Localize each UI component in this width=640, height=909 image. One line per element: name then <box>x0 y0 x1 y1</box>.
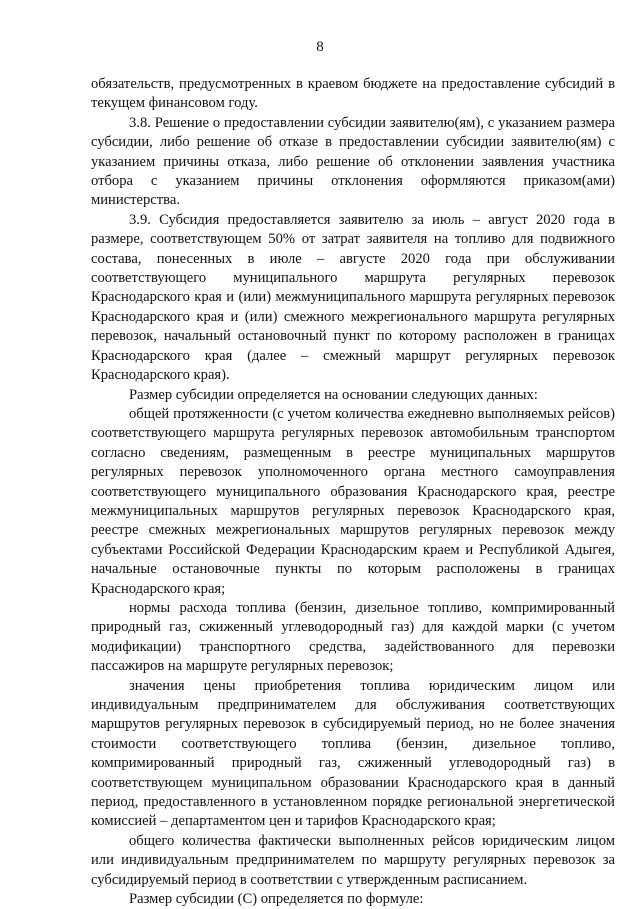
paragraph-fuel-price: значения цены приобретения топлива юридическим лицом или индивидуальным предпринимателем для обслуживания соответствующих маршрутов регулярных перевозок в субсидируемый период, но не более значения стоимости соответствующего топлива (бензин, дизельное топливо, компримированный природный газ, сжиженный углеводородный газ) в соответствующем муниципальном образовании Краснодарского края в данный период, предоставленного в установленном порядке региональной энергетической комиссией – департаментом цен и тарифов Краснодарского края; <box>91 677 615 830</box>
paragraph-trip-count: общего количества фактически выполненных рейсов юридическим лицом или индивидуальным предпринимателем по маршруту регулярных перевозок за субсидируемый период в соответствии с утвержденным расписанием. <box>91 832 615 888</box>
paragraph-fuel-norms: нормы расхода топлива (бензин, дизельное топливо, компримированный природный газ, сжиженный углеводородный газ) для каждой марки (с учетом модификации) транспортного средства, задействованного для перевозки пассажиров на маршруте регулярных перевозок; <box>91 599 615 675</box>
document-body <box>91 75 615 909</box>
page-number: 8 <box>316 39 324 55</box>
paragraph-formula-intro: Размер субсидии (С) определяется по формуле: <box>129 891 424 908</box>
paragraph-continuation: обязательств, предусмотренных в краевом бюджете на предоставление субсидий в текущем финансовом году. <box>91 76 615 112</box>
paragraph-3-8: 3.8. Решение о предоставлении субсидии заявителю(ям), с указанием размера субсидии, либо решение об отказе в предоставлении субсидии заявителю(ям) с указанием причины отказа, либо решение об отклонении заявления участника отбора с указанием причины отклонения оформляются приказом(ами) министерства. <box>91 114 615 209</box>
paragraph-3-9: 3.9. Субсидия предоставляется заявителю за июль – август 2020 года в размере, соответствующем 50% от затрат заявителя на топливо для подвижного состава, понесенных в июле – августе 2020 года при обслуживании соответствующего муниципального маршрута регулярных перевозок Краснодарского края и (или) межмуниципального маршрута регулярных перевозок Краснодарского края и (или) смежного межрегионального маршрута регулярных перевозок, начальный остановочный пункт по которому расположен в границах Краснодарского края (далее – смежный маршрут регулярных перевозок Краснодарского края). <box>91 211 615 384</box>
paragraph-route-length: общей протяженности (с учетом количества ежедневно выполняемых рейсов) соответствующего маршрута регулярных перевозок автомобильным транспортом согласно сведениям, размещенным в реестре муниципальных маршрутов регулярных перевозок уполномоченного органа местного самоуправления соответствующего муниципального образования Краснодарского края, реестре межмуниципальных маршрутов регулярных перевозок Краснодарского края, реестре смежных межрегиональных маршрутов регулярных перевозок между субъектами Российской Федерации Краснодарским краем и Республикой Адыгея, начальные остановочные пункты по которым расположены в границах Краснодарского края; <box>91 405 615 597</box>
paragraph-subsidy-basis: Размер субсидии определяется на основании следующих данных: <box>129 386 538 403</box>
